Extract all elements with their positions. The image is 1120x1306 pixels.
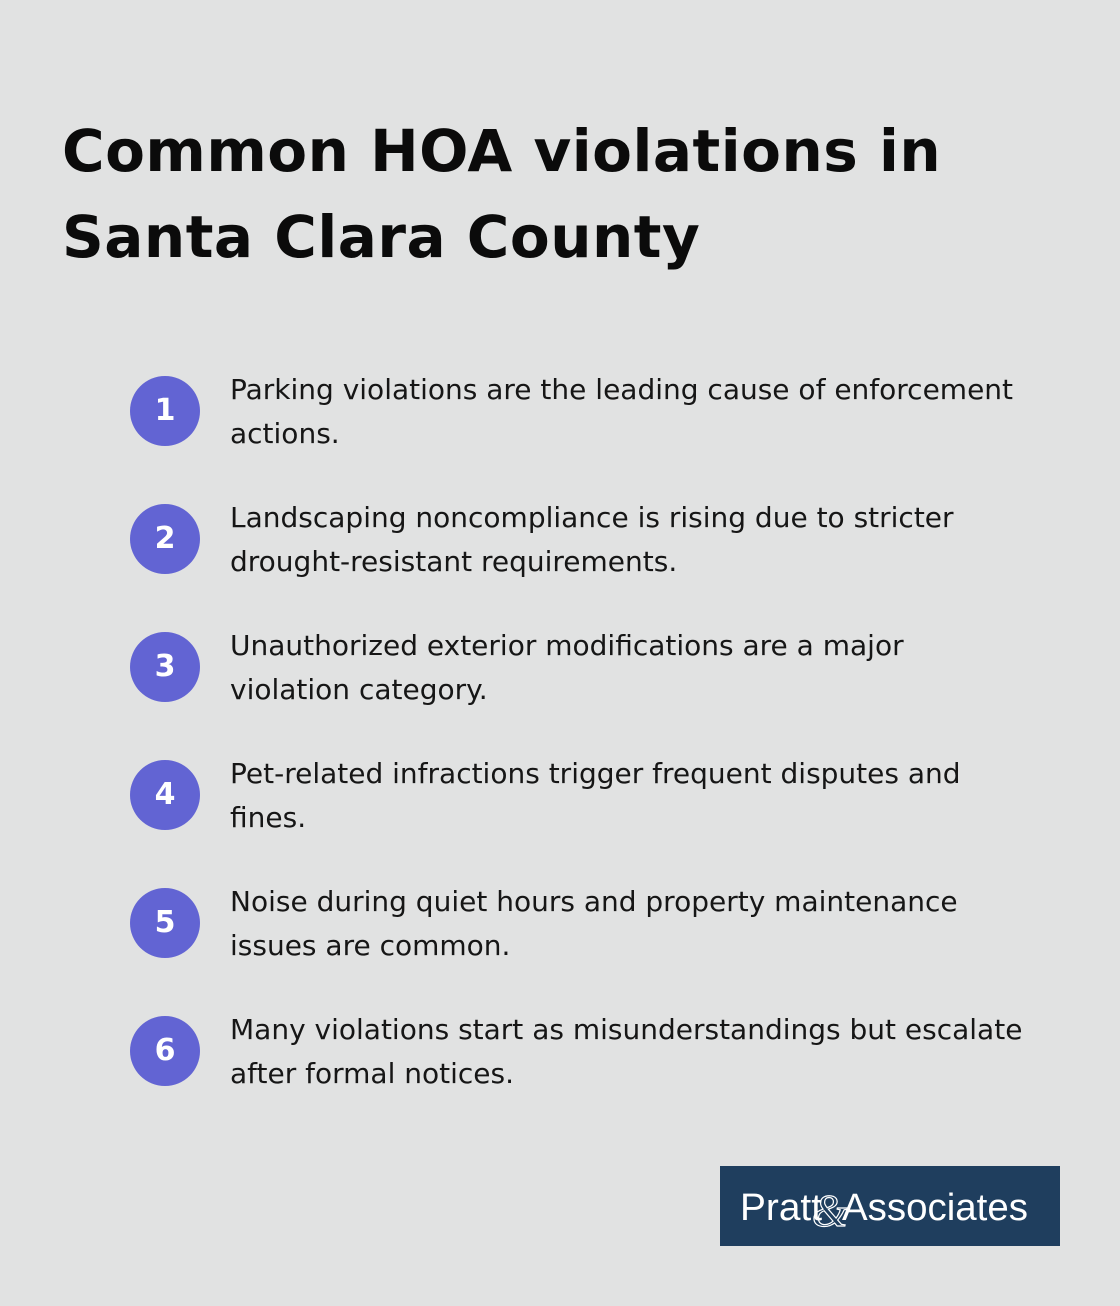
violations-list [130,370,1030,1138]
list-item-text: Noise during quiet hours and property maintenance issues are common. [230,885,958,962]
list-item-text: Landscaping noncompliance is rising due to stricter drought-resistant requirements. [230,501,954,578]
number-badge: 2 [130,504,200,574]
page-title: Common HOA violations in Santa Clara County [62,117,942,271]
logo-ampersand: & [812,1185,848,1236]
number-badge: 6 [130,1016,200,1086]
number-badge: 1 [130,376,200,446]
list-item-text: Unauthorized exterior modifications are a major violation category. [230,629,904,706]
list-item-text: Pet-related infractions trigger frequent disputes and fines. [230,757,961,834]
logo-text-right: Associates [842,1187,1028,1229]
list-item-text: Many violations start as misunderstandings but escalate after formal notices. [230,1013,1023,1090]
number-badge: 5 [130,888,200,958]
list-item-text: Parking violations are the leading cause of enforcement actions. [230,373,1014,450]
list-item [130,754,1030,882]
pratt-associates-logo [720,1166,1060,1246]
number-badge: 3 [130,632,200,702]
logo-wordmark [740,1174,1040,1238]
list-item [130,882,1030,1010]
list-item [130,370,1030,498]
list-item [130,498,1030,626]
number-badge: 4 [130,760,200,830]
logo-text-left: Pratt [740,1187,823,1229]
list-item [130,626,1030,754]
list-item [130,1010,1030,1138]
